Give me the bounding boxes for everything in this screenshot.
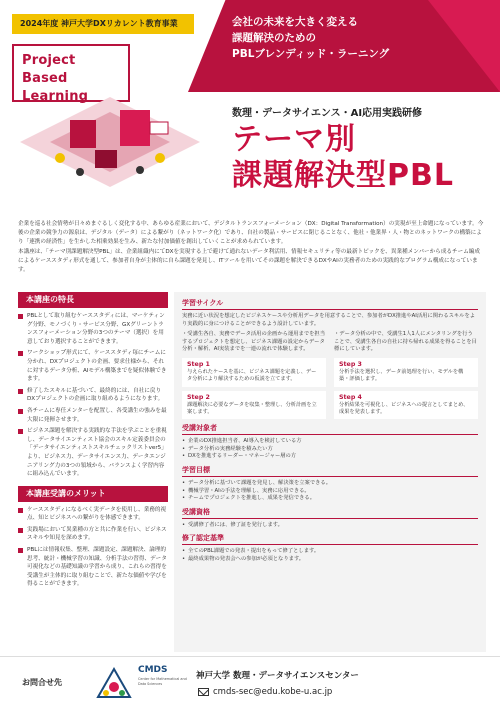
list-item: • 全てのPBL課題での発表・提出をもって修了とします。 bbox=[182, 548, 478, 556]
steps-grid bbox=[182, 358, 478, 419]
intro-paragraph: 本講座は、「テーマ別課題解決型PBL」は、企業組織内にてDXを実現する上で避けて通れないデータ利活用、情報セキュリティ等の最新トピックを、異業種メンバーから成るチーム編成によるケーススタディ形式を通して、参加者自身が主体的に自ら課題を発見し、ITツールを用いてその課題を解決できるDXやAIの実務者のための実践的なプログラム構成になっています。 bbox=[18, 249, 480, 273]
completion-list bbox=[182, 548, 478, 563]
contact-label: お問合せ先 bbox=[22, 678, 62, 687]
completion-heading: 修了認定基準 bbox=[182, 533, 478, 545]
targets-heading: 受講対象者 bbox=[182, 423, 478, 435]
cycle-intro: 実務に近い状況を想定したビジネスケースや分析用データを用意することで、参加者がDX推進やAI活用に関わるスキルをより実践的に身につけることができるよう設計しています。 bbox=[182, 313, 476, 327]
list-item: • 受講修了者には、修了証を発行します。 bbox=[182, 522, 478, 530]
list-item: ワークショップ形式にて、ケーススタディ毎にチームに分かれ、DXプロジェクトの企画、要求仕様から、それに対するデータ分析、AIモデル構築までを疑似体験できます。 bbox=[18, 349, 168, 383]
step-title: Step 4 bbox=[339, 393, 362, 401]
main-title-line1: テーマ別 bbox=[232, 122, 356, 157]
step-card bbox=[182, 358, 326, 387]
list-item: • DXを推進するリーダー・マネージャー層の方 bbox=[182, 453, 478, 461]
features-heading: 本講座の特長 bbox=[18, 292, 168, 308]
list-item: 修了したスキルに基づいて、最終的には、自社に戻りDXプロジェクトの企画に取り組めるようになります。 bbox=[18, 387, 168, 404]
merits-heading: 本講座受講のメリット bbox=[18, 486, 168, 502]
step-card bbox=[334, 391, 478, 420]
targets-list bbox=[182, 438, 478, 461]
right-panel bbox=[174, 292, 486, 652]
intro-paragraph: 企業を巡る社会情勢が日々めまぐるしく変化する中、あらゆる産業において、デジタルトランスフォーメーション（DX：Digital Transformation）の実現が至上命題になっています。今後の企業の競争力の源泉は、デジタル（データ）による繋がり（ネットワーク化）であり、自社の製品・サービスに閉じることなく、他社・他業界・人・物とのネットワークの構築により「連携の経済性」を生かした相乗効果を生み、新たな付加価値を創出していくことが求められています。 bbox=[18, 221, 484, 245]
mail-icon bbox=[198, 688, 209, 696]
center-name: 神戸大学 数理・データサイエンスセンター bbox=[196, 671, 359, 681]
catch-line: 課題解決のための bbox=[232, 32, 316, 44]
cycle-columns bbox=[182, 331, 478, 354]
pbl-line2: Based Learning bbox=[22, 71, 89, 104]
step-card bbox=[334, 358, 478, 387]
list-item: • 機械学習・AIの手法を理解し、実務に応用できる。 bbox=[182, 488, 478, 496]
cmds-logo-text: CMDS bbox=[138, 665, 168, 675]
email-address[interactable]: cmds-sec@edu.kobe-u.ac.jp bbox=[213, 687, 333, 697]
list-item: PBLとして取り組むケーススタディには、マーケティング分野、モノづくり・サービス分野、GXグリーントランスフォーメーション分野の3つのテーマ（選択）を用意しており選択することができます。 bbox=[18, 312, 168, 346]
step-desc: 課題解決に必要なデータを収集・整理し、分析計画を立案します。 bbox=[187, 401, 317, 415]
left-column bbox=[18, 292, 168, 652]
step-desc: 分析手法を選択し、データ前処理を行い、モデルを構築・評価します。 bbox=[339, 368, 464, 383]
main-title bbox=[232, 122, 454, 194]
list-item: ビジネス課題を解決する実践的な手法を学ぶことを重視し、データサイエンティスト協会のスキル定義委員会の「データサイエンティストスキルチェックリストver5」より、ビジネス力、データサイエンス力、データエンジニアリング力の3つの領域から、バランスよく学習内容に組み込んでいます。 bbox=[18, 427, 168, 479]
year-badge: 2024年度 神戸大学DXリカレント教育事業 bbox=[12, 14, 194, 34]
step-card bbox=[182, 391, 326, 420]
email-row bbox=[198, 687, 332, 697]
list-item: 各チームに専任メンターを配置し、各受講生の強みを最大限に発揮させます。 bbox=[18, 407, 168, 424]
cmds-logo-subtext: Center for Mathematical and Data Sciences bbox=[138, 677, 187, 686]
list-item: 実践場において異業種の方と共に作業を行い、ビジネススキルや知見を深めます。 bbox=[18, 526, 168, 543]
list-item: PBLには情報収集、整理、課題設定、課題解決、論理的思考、統計・機械学習の知識、分析手法の習得、データ可視化などの基礎知識の学習から成り、これらの習得を受講生が主体的に取り組むことで、新たな価値や学びを得ることができます。 bbox=[18, 546, 168, 589]
list-item: • チームでプロジェクトを推進し、成果を発信できる。 bbox=[182, 495, 478, 503]
catch-line: PBLブレンディッド・ラーニング bbox=[232, 48, 390, 60]
step-desc: 与えられたケースを基に、ビジネス課題を定義し、データ分析により解決するための仮説を立てます。 bbox=[187, 368, 317, 383]
cycle-heading: 学習サイクル bbox=[182, 298, 478, 310]
footer bbox=[0, 656, 500, 707]
merits-list bbox=[18, 502, 168, 596]
certificate-heading: 受講資格 bbox=[182, 507, 478, 519]
list-item: • 企業のDX推進担当者、AI導入を検討している方 bbox=[182, 438, 478, 446]
intro-text bbox=[18, 220, 484, 276]
catch-line: 会社の未来を大きく変える bbox=[232, 16, 358, 28]
isometric-illustration bbox=[0, 62, 215, 202]
step-title: Step 1 bbox=[187, 360, 210, 368]
goals-heading: 学習目標 bbox=[182, 465, 478, 477]
catchphrase bbox=[232, 14, 452, 62]
list-item: • 最終成果物の発表会への参加が必須となります。 bbox=[182, 556, 478, 564]
main-title-line2: 課題解決型PBL bbox=[232, 158, 454, 193]
cycle-col1: ・受講生各自、実務でデータ活用の企画から運用までを担当するプロジェクトを想定し、ビジネス課題の設定からデータ分析・解析、AI実装までを一連の流れで体験します。 bbox=[182, 331, 326, 353]
step-title: Step 2 bbox=[187, 393, 210, 401]
features-list bbox=[18, 308, 168, 486]
cycle-col2: ・データ分析の中で、受講生1人1人にメンタリングを行うことで、受講生各自の自社に持ち帰れる成果を得ることを目標にしています。 bbox=[334, 331, 477, 353]
step-desc: 分析結果を可視化し、ビジネスへの提言としてまとめ、成果を発表します。 bbox=[339, 401, 469, 415]
certificate-list bbox=[182, 522, 478, 530]
list-item: ケーススタディになるべく実データを使用し、業務的視点、知とビジネスへの繋がりを体感できます。 bbox=[18, 506, 168, 523]
list-item: • データ分析に基づいて課題を発見し、解決策を立案できる。 bbox=[182, 480, 478, 488]
header bbox=[0, 0, 500, 212]
cmds-logo-icon bbox=[94, 663, 134, 703]
goals-list bbox=[182, 480, 478, 503]
course-subtitle: 数理・データサイエンス・AI応用実践研修 bbox=[232, 108, 423, 119]
step-title: Step 3 bbox=[339, 360, 362, 368]
pbl-line1: Project bbox=[22, 53, 76, 68]
list-item: • データ分析の実務経験を積みたい方 bbox=[182, 446, 478, 454]
